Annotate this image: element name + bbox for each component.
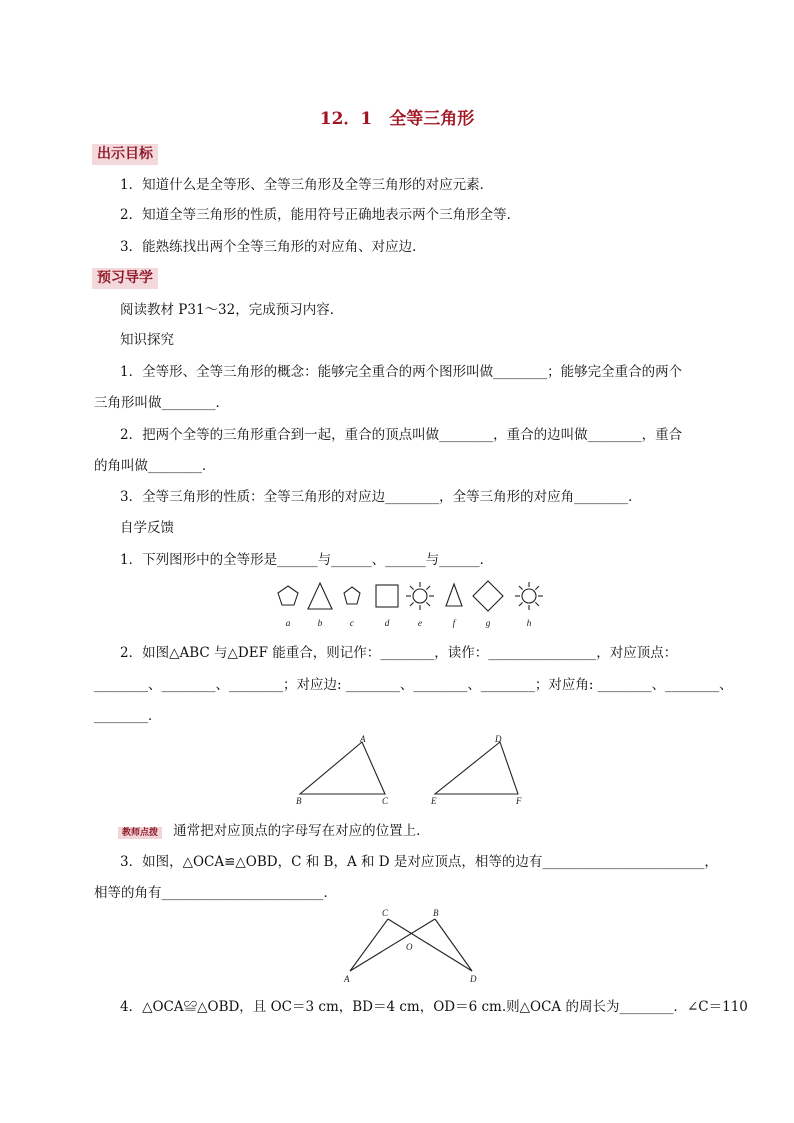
question-2a: 2．如图△ABC 与△DEF 能重合，则记作：________，读作：________________，对应顶点： [120,645,678,661]
section-badge-goals: 出示目标 [92,144,158,165]
label-F: F [516,796,522,806]
knowledge-heading: 知识探究 [120,332,174,348]
shape-label-h: h [526,619,532,629]
shape-label-e: e [417,619,423,629]
shape-label-f: f [452,619,456,629]
label-E: E [431,796,437,806]
pentagon-c [344,587,360,604]
question-4: 4．△OCA≌△OBD，且 OC＝3 cm，BD＝4 cm，OD＝6 cm.则△OCA 的周长为________．∠C＝110 [120,999,748,1015]
question-3b: 相等的角有________________________． [94,885,337,901]
shape-label-c: c [349,619,355,629]
goal-1: 1．知道什么是全等形、全等三角形及全等三角形的对应元素． [120,177,494,193]
square-d [376,585,398,607]
label-A: A [360,734,366,744]
feedback-heading: 自学反馈 [120,520,174,536]
pentagon-a [278,586,298,605]
section-badge-preview: 预习导学 [92,268,158,289]
sun-h [515,582,543,610]
teacher-tip [118,820,430,841]
shape-label-d: d [384,619,390,629]
question-1: 1．下列图形中的全等形是______与______、______与______． [120,552,494,568]
triangle-abc [300,742,385,794]
tip-text: 通常把对应顶点的字母写在对应的位置上． [173,823,430,839]
label-bow-O: O [406,942,413,952]
diamond-g [473,581,503,611]
knowledge-2a: 2．把两个全等的三角形重合到一起，重合的顶点叫做________，重合的边叫做________，重合 [120,427,683,443]
shapes-figure [268,578,558,630]
bowtie-figure [330,905,490,987]
label-C: C [382,796,389,806]
label-bow-B: B [433,908,439,918]
knowledge-1a: 1．全等形、全等三角形的概念：能够完全重合的两个图形叫做________；能够完全重合的两个 [120,364,683,380]
triangle-f [446,584,462,606]
knowledge-2b: 的角叫做________． [94,458,216,474]
goal-3: 3．能熟练找出两个全等三角形的对应角、对应边． [120,239,426,255]
shape-label-a: a [285,619,291,629]
question-2c: ________． [94,708,162,724]
sun-e [406,582,434,610]
label-bow-C: C [382,908,389,918]
knowledge-3: 3．全等三角形的性质：全等三角形的对应边________，全等三角形的对应角________． [120,489,642,505]
shape-label-b: b [317,619,323,629]
label-bow-D: D [470,974,477,984]
label-B: B [296,796,302,806]
triangle-b [308,583,332,609]
tip-badge: 教师点拨 [118,827,162,839]
label-D: D [495,734,502,744]
label-bow-A: A [344,974,350,984]
preview-intro: 阅读教材 P31～32，完成预习内容． [120,302,344,318]
triangles-figure [290,732,530,812]
page-title: 12．1 全等三角形 [319,109,475,129]
goal-2: 2．知道全等三角形的性质，能用符号正确地表示两个三角形全等． [120,207,521,223]
question-2b: ________、________、________；对应边: ________、________、________；对应角: ________、________、 [94,677,733,693]
knowledge-1b: 三角形叫做________． [94,395,229,411]
question-3a: 3．如图，△OCA≌△OBD，C 和 B，A 和 D 是对应顶点，相等的边有________________________， [120,854,718,870]
shape-label-g: g [485,619,491,629]
triangle-def [435,742,518,794]
